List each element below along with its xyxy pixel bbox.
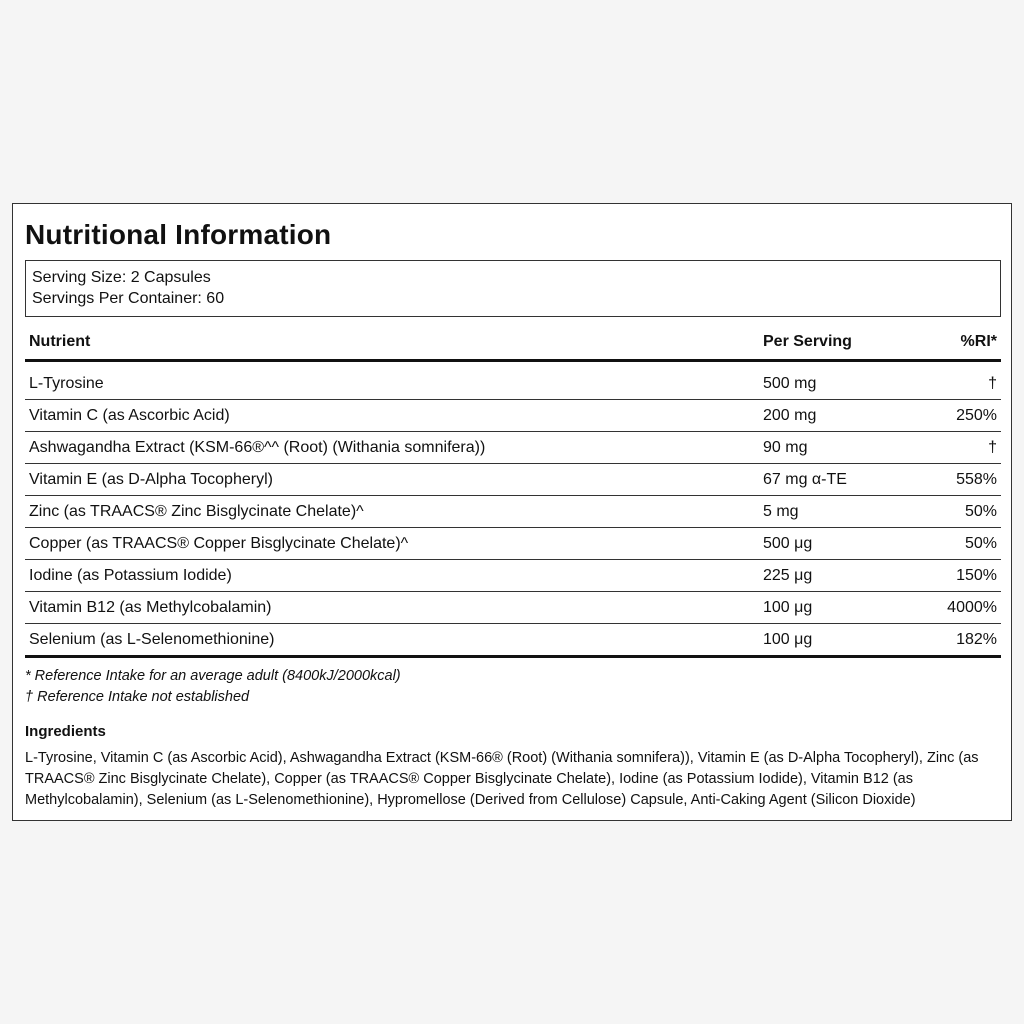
table-row <box>25 368 1001 400</box>
table-row <box>25 432 1001 464</box>
nutrient-name: Iodine (as Potassium Iodide) <box>29 566 232 584</box>
ingredients-heading: Ingredients <box>25 723 106 740</box>
per-serving-value: 200 mg <box>763 406 817 424</box>
per-serving-value: 500 mg <box>763 374 817 392</box>
table-row <box>25 528 1001 560</box>
table-row <box>25 592 1001 624</box>
nutrition-panel <box>12 203 1012 821</box>
header-ri: %RI* <box>960 333 997 350</box>
table-header-row <box>25 328 1001 362</box>
per-serving-value: 500 μg <box>763 534 813 552</box>
per-serving-value: 90 mg <box>763 438 808 456</box>
ri-footnote: * Reference Intake for an average adult (8400kJ/2000kcal) <box>25 668 401 684</box>
nutrient-name: Vitamin E (as D-Alpha Tocopheryl) <box>29 470 273 488</box>
table-row <box>25 624 1001 658</box>
per-serving-value: 100 μg <box>763 630 813 648</box>
ri-value: 250% <box>956 406 997 424</box>
nutrient-name: Vitamin B12 (as Methylcobalamin) <box>29 598 272 616</box>
serving-size: Serving Size: 2 Capsules <box>32 269 211 286</box>
ri-value: 50% <box>964 502 997 520</box>
footnotes <box>25 666 401 708</box>
nutrient-name: Zinc (as TRAACS® Zinc Bisglycinate Chelate)^ <box>29 502 364 520</box>
per-serving-value: 100 μg <box>763 598 813 616</box>
per-serving-value: 67 mg α-TE <box>763 470 847 488</box>
table-row <box>25 400 1001 432</box>
nutrient-name: Vitamin C (as Ascorbic Acid) <box>29 406 230 424</box>
table-row <box>25 464 1001 496</box>
ri-value: † <box>988 374 997 392</box>
ri-value: 558% <box>956 470 997 488</box>
ri-value: 182% <box>956 630 997 648</box>
serving-info-box <box>25 260 1001 317</box>
per-serving-value: 5 mg <box>763 502 799 520</box>
ri-value: 4000% <box>947 598 997 616</box>
header-nutrient: Nutrient <box>29 333 91 350</box>
nutrient-name: Copper (as TRAACS® Copper Bisglycinate Chelate)^ <box>29 534 409 552</box>
table-body <box>25 362 1001 658</box>
table-row <box>25 496 1001 528</box>
header-per-serving: Per Serving <box>763 333 852 350</box>
panel-title: Nutritional Information <box>25 219 332 250</box>
per-serving-value: 225 μg <box>763 566 813 584</box>
nutrient-name: L-Tyrosine <box>29 374 104 392</box>
nutrient-name: Ashwagandha Extract (KSM-66®^^ (Root) (Withania somnifera)) <box>29 438 486 456</box>
ri-value: 150% <box>956 566 997 584</box>
servings-per-container: Servings Per Container: 60 <box>32 290 225 307</box>
ingredients-text: L-Tyrosine, Vitamin C (as Ascorbic Acid), Ashwagandha Extract (KSM-66® (Root) (Withania somnifera)), Vitamin E (as D-Alpha Tocopheryl), Zinc (as TRAACS® Zinc Bisglycinate Chelate), Copper (as TRAACS® Copper Bisglycinate Chelate), Iodine (as Potassium Iodide), Vitamin B12 (as Methylcobalamin), Selenium (as L-Selenomethionine), Hypromellose (Derived from Cellulose) Capsule, Anti-Caking Agent (Silicon Dioxide) <box>25 750 979 808</box>
ri-value: 50% <box>964 534 997 552</box>
nutrient-table <box>25 328 1001 658</box>
dagger-footnote: † Reference Intake not established <box>25 689 250 705</box>
table-row <box>25 560 1001 592</box>
ri-value: † <box>988 438 997 456</box>
nutrient-name: Selenium (as L-Selenomethionine) <box>29 630 275 648</box>
